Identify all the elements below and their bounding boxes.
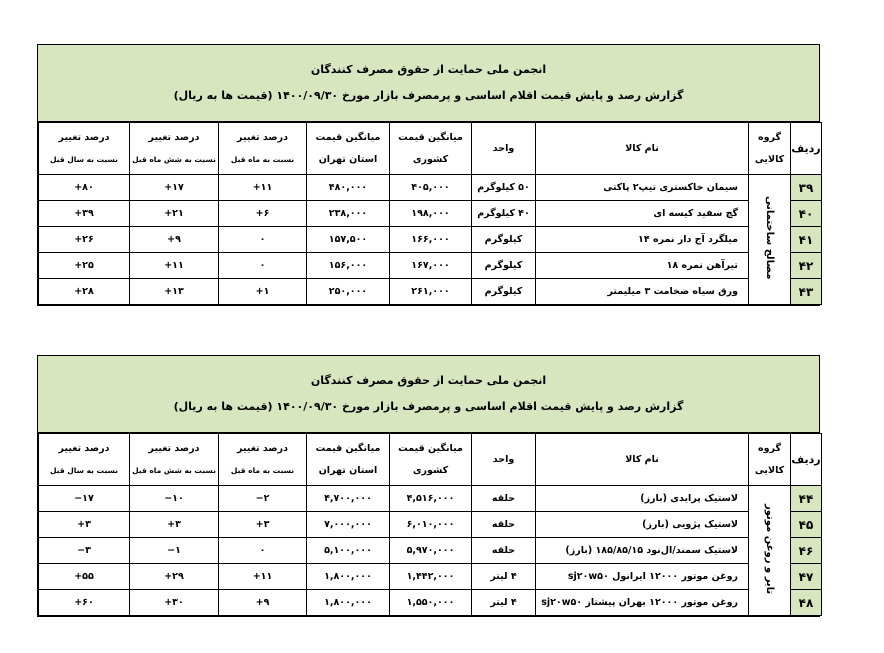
avg-tehran: ۱,۸۰۰,۰۰۰ xyxy=(307,564,390,590)
group-label: مصالح ساختمانی xyxy=(764,196,775,280)
chg-6m: +۱۳ xyxy=(130,279,219,305)
item-unit: کیلوگرم xyxy=(472,227,536,253)
col-name: نام کالا xyxy=(536,434,749,486)
chg-month: +۶ xyxy=(219,201,307,227)
price-table-2 xyxy=(37,355,820,617)
item-name: میلگرد آج دار نمره ۱۴ xyxy=(536,227,749,253)
chg-year: +۲۵ xyxy=(39,253,130,279)
item-unit: حلقه xyxy=(472,486,536,512)
table-subtitle: گزارش رصد و پایش قیمت اقلام اساسی و پرمصرف بازار مورخ ۱۴۰۰/۰۹/۳۰ (قیمت ها به ریال) xyxy=(173,400,684,413)
avg-country: ۱۶۶,۰۰۰ xyxy=(390,227,472,253)
item-unit: ۴ لیتر xyxy=(472,564,536,590)
chg-month: ۰ xyxy=(219,538,307,564)
chg-6m: +۳۰ xyxy=(130,590,219,616)
item-name: لاستیک پرایدی (بارز) xyxy=(536,486,749,512)
chg-year: +۵۵ xyxy=(39,564,130,590)
avg-country: ۱,۴۴۲,۰۰۰ xyxy=(390,564,472,590)
col-radif: ردیف xyxy=(791,123,822,175)
chg-month: +۱۱ xyxy=(219,175,307,201)
col-avg-country: میانگین قیمت کشوری xyxy=(390,123,472,175)
avg-country: ۶,۰۱۰,۰۰۰ xyxy=(390,512,472,538)
chg-6m: +۲۱ xyxy=(130,201,219,227)
avg-country: ۴,۵۱۶,۰۰۰ xyxy=(390,486,472,512)
col-radif: ردیف xyxy=(791,434,822,486)
col-avg-tehran: میانگین قیمت استان تهران xyxy=(307,434,390,486)
row-number: ۴۵ xyxy=(791,512,822,538)
chg-month: +۱۱ xyxy=(219,564,307,590)
avg-tehran: ۵,۱۰۰,۰۰۰ xyxy=(307,538,390,564)
avg-country: ۱,۵۵۰,۰۰۰ xyxy=(390,590,472,616)
chg-year: +۸۰ xyxy=(39,175,130,201)
item-name: لاستیک پژویی (بارز) xyxy=(536,512,749,538)
item-name: تیرآهن نمره ۱۸ xyxy=(536,253,749,279)
group-label: تایر و روغن موتور xyxy=(764,503,775,595)
item-unit: حلقه xyxy=(472,538,536,564)
avg-country: ۱۹۸,۰۰۰ xyxy=(390,201,472,227)
chg-6m: +۳ xyxy=(130,512,219,538)
item-unit: کیلوگرم xyxy=(472,253,536,279)
item-unit: حلقه xyxy=(472,512,536,538)
chg-year: +۶۰ xyxy=(39,590,130,616)
avg-tehran: ۲۳۸,۰۰۰ xyxy=(307,201,390,227)
col-unit: واحد xyxy=(472,123,536,175)
chg-month: −۲ xyxy=(219,486,307,512)
chg-6m: +۲۹ xyxy=(130,564,219,590)
item-unit: کیلوگرم xyxy=(472,279,536,305)
item-name: گچ سفید کیسه ای xyxy=(536,201,749,227)
chg-6m: +۱۱ xyxy=(130,253,219,279)
col-chg-year: درصد تغییر نسبت به سال قبل xyxy=(39,123,130,175)
chg-6m: −۱ xyxy=(130,538,219,564)
avg-tehran: ۲۵۰,۰۰۰ xyxy=(307,279,390,305)
row-number: ۴۸ xyxy=(791,590,822,616)
table-subtitle: گزارش رصد و پایش قیمت اقلام اساسی و پرمصرف بازار مورخ ۱۴۰۰/۰۹/۳۰ (قیمت ها به ریال) xyxy=(173,89,684,102)
chg-year: −۱۷ xyxy=(39,486,130,512)
item-name: ورق سیاه ضخامت ۳ میلیمتر xyxy=(536,279,749,305)
table-row xyxy=(39,590,822,616)
col-chg-year: درصد تغییر نسبت به سال قبل xyxy=(39,434,130,486)
group-cell xyxy=(749,175,791,305)
avg-tehran: ۴۸۰,۰۰۰ xyxy=(307,175,390,201)
column-header-row xyxy=(39,123,822,175)
avg-country: ۲۶۱,۰۰۰ xyxy=(390,279,472,305)
data-table xyxy=(38,433,822,616)
table-row xyxy=(39,227,822,253)
table-row xyxy=(39,253,822,279)
avg-tehran: ۱,۸۰۰,۰۰۰ xyxy=(307,590,390,616)
chg-month: ۰ xyxy=(219,227,307,253)
col-chg-6m: درصد تغییر نسبت به شش ماه قبل xyxy=(130,434,219,486)
avg-country: ۴۰۵,۰۰۰ xyxy=(390,175,472,201)
chg-year: −۳ xyxy=(39,538,130,564)
column-header-row xyxy=(39,434,822,486)
table-header-banner xyxy=(38,356,819,433)
row-number: ۴۷ xyxy=(791,564,822,590)
row-number: ۴۲ xyxy=(791,253,822,279)
avg-tehran: ۱۵۷,۵۰۰ xyxy=(307,227,390,253)
col-chg-6m: درصد تغییر نسبت به شش ماه قبل xyxy=(130,123,219,175)
row-number: ۳۹ xyxy=(791,175,822,201)
row-number: ۴۴ xyxy=(791,486,822,512)
chg-month: +۹ xyxy=(219,590,307,616)
table-title: انجمن ملی حمایت از حقوق مصرف کنندگان xyxy=(310,374,547,387)
chg-6m: +۹ xyxy=(130,227,219,253)
col-group: گروه کالایی xyxy=(749,434,791,486)
chg-year: +۳۹ xyxy=(39,201,130,227)
chg-year: +۳ xyxy=(39,512,130,538)
table-row xyxy=(39,175,822,201)
table-row xyxy=(39,201,822,227)
col-unit: واحد xyxy=(472,434,536,486)
table-row xyxy=(39,279,822,305)
chg-year: +۲۶ xyxy=(39,227,130,253)
row-number: ۴۱ xyxy=(791,227,822,253)
col-avg-tehran: میانگین قیمت استان تهران xyxy=(307,123,390,175)
chg-month: +۳ xyxy=(219,512,307,538)
item-unit: ۵۰ کیلوگرم xyxy=(472,175,536,201)
table-row xyxy=(39,564,822,590)
table-title: انجمن ملی حمایت از حقوق مصرف کنندگان xyxy=(310,63,547,76)
chg-year: +۲۸ xyxy=(39,279,130,305)
price-table-1 xyxy=(37,44,820,306)
avg-country: ۱۶۷,۰۰۰ xyxy=(390,253,472,279)
item-name: لاستیک سمند/ال‌نود ۱۸۵/۸۵/۱۵ (بارز) xyxy=(536,538,749,564)
col-chg-month: درصد تغییر نسبت به ماه قبل xyxy=(219,123,307,175)
col-name: نام کالا xyxy=(536,123,749,175)
avg-country: ۵,۹۷۰,۰۰۰ xyxy=(390,538,472,564)
avg-tehran: ۷,۰۰۰,۰۰۰ xyxy=(307,512,390,538)
data-table xyxy=(38,122,822,305)
chg-month: ۰ xyxy=(219,253,307,279)
row-number: ۴۰ xyxy=(791,201,822,227)
table-row xyxy=(39,512,822,538)
row-number: ۴۶ xyxy=(791,538,822,564)
row-number: ۴۳ xyxy=(791,279,822,305)
col-group: گروه کالایی xyxy=(749,123,791,175)
item-unit: ۴۰ کیلوگرم xyxy=(472,201,536,227)
item-unit: ۴ لیتر xyxy=(472,590,536,616)
item-name: روغن موتور ۱۲۰۰۰ ایرانول sj۲۰w۵۰ xyxy=(536,564,749,590)
chg-6m: −۱۰ xyxy=(130,486,219,512)
table-row xyxy=(39,486,822,512)
table-header-banner xyxy=(38,45,819,122)
col-avg-country: میانگین قیمت کشوری xyxy=(390,434,472,486)
avg-tehran: ۱۵۶,۰۰۰ xyxy=(307,253,390,279)
table-row xyxy=(39,538,822,564)
chg-month: +۱ xyxy=(219,279,307,305)
avg-tehran: ۴,۷۰۰,۰۰۰ xyxy=(307,486,390,512)
item-name: روغن موتور ۱۲۰۰۰ بهران پیشتاز sj۲۰w۵۰ xyxy=(536,590,749,616)
col-chg-month: درصد تغییر نسبت به ماه قبل xyxy=(219,434,307,486)
chg-6m: +۱۷ xyxy=(130,175,219,201)
group-cell xyxy=(749,486,791,616)
item-name: سیمان خاکستری تیپ۲ پاکتی xyxy=(536,175,749,201)
